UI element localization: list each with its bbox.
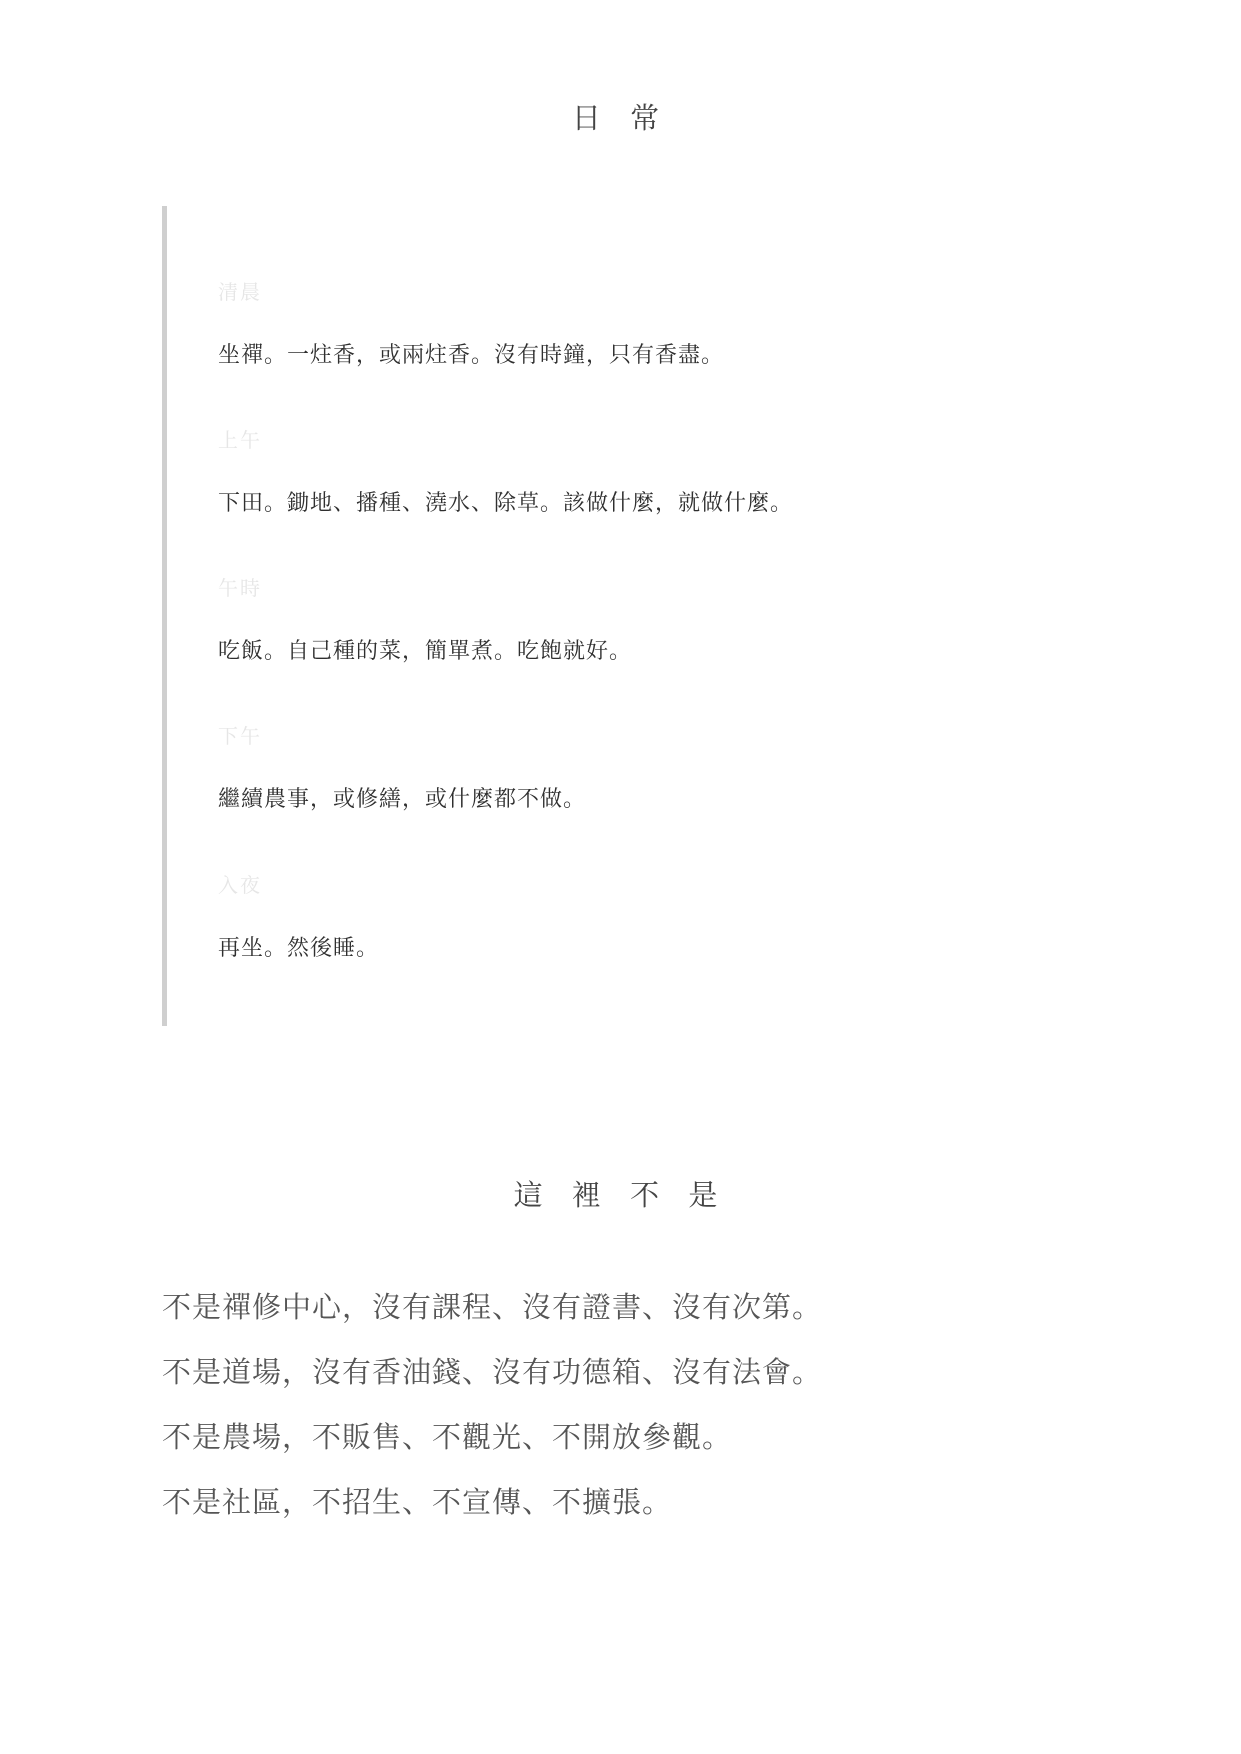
slot-label: 清晨	[218, 280, 262, 304]
list-item: 不是禪修中心，沒有課程、沒有證書、沒有次第。	[162, 1290, 823, 1324]
slot-label: 上午	[218, 428, 262, 452]
slot-label: 午時	[218, 576, 262, 600]
not-this-list	[162, 1290, 1112, 1550]
daily-schedule	[162, 206, 927, 1026]
slot-label: 下午	[218, 724, 262, 748]
slot-text: 再坐。然後睡。	[218, 936, 380, 961]
slot-text: 吃飯。自己種的菜，簡單煮。吃飽就好。	[218, 639, 633, 664]
slot-text: 繼續農事，或修繕，或什麼都不做。	[218, 787, 587, 812]
section-title-daily: 日 常	[571, 101, 670, 135]
slot-label: 入夜	[218, 873, 262, 897]
list-item: 不是社區，不招生、不宣傳、不擴張。	[162, 1485, 673, 1519]
list-item: 不是農場，不販售、不觀光、不開放參觀。	[162, 1420, 733, 1454]
section-title-not-this: 這 裡 不 是	[513, 1178, 728, 1212]
slot-text: 坐禪。一炷香，或兩炷香。沒有時鐘，只有香盡。	[218, 343, 725, 368]
list-item: 不是道場，沒有香油錢、沒有功德箱、沒有法會。	[162, 1355, 823, 1389]
slot-text: 下田。鋤地、播種、澆水、除草。該做什麼，就做什麼。	[218, 491, 794, 516]
